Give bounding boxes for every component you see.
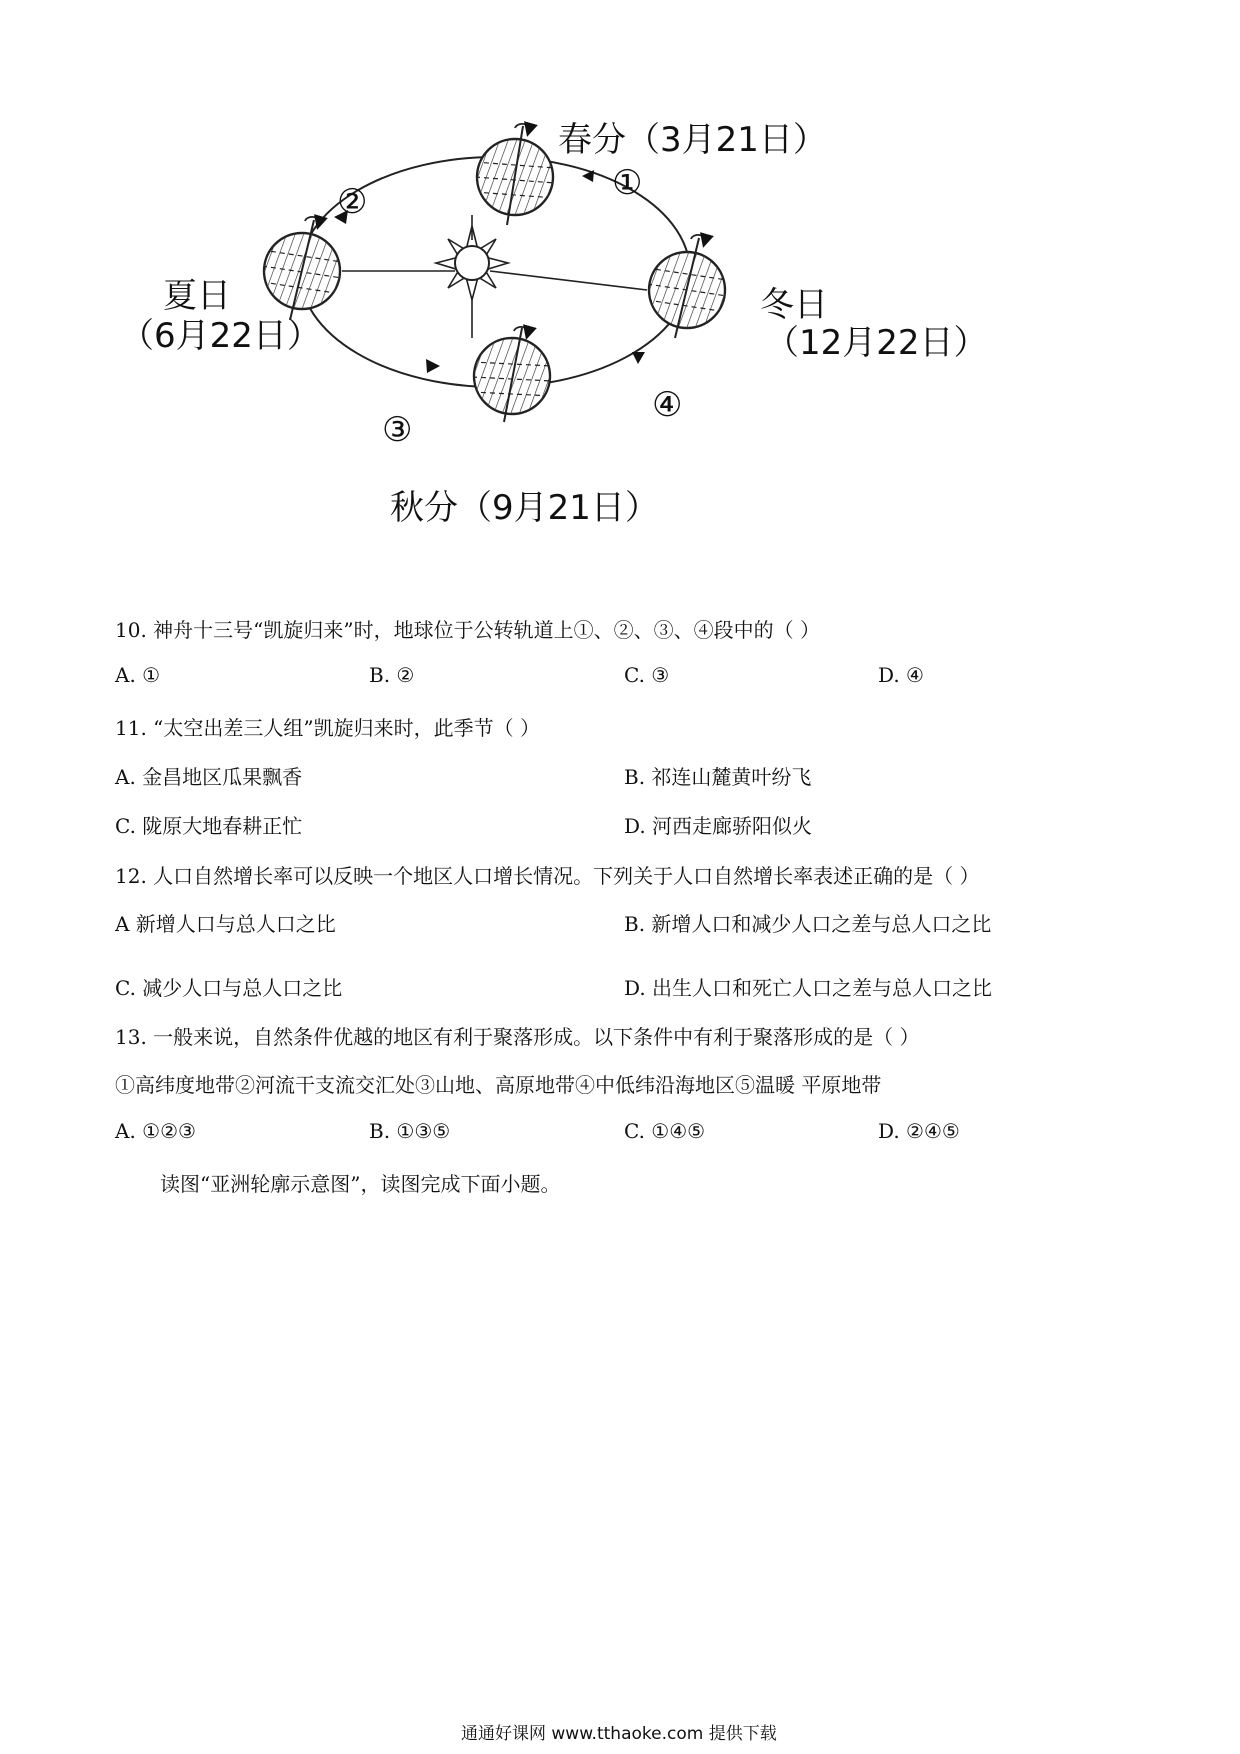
- summer-solstice-date: （6月22日）: [120, 316, 321, 356]
- winter-solstice-name: 冬日: [760, 285, 828, 325]
- question-10-text: 10. 神舟十三号“凯旋归来”时，地球位于公转轨道上①、②、③、④段中的（ ）: [115, 618, 820, 642]
- question-13-statement: ①高纬度地带②河流干支流交汇处③山地、高原地带④中低纬沿海地区⑤温暖 平原地带: [115, 1073, 882, 1097]
- q11-option-d: D. 河西走廊骄阳似火: [624, 814, 813, 838]
- q10-option-c: C. ③: [624, 663, 670, 687]
- orbit-arrow-3: [426, 359, 440, 373]
- earth-summer-icon: [262, 217, 342, 320]
- winter-solstice-date: （12月22日）: [765, 323, 988, 363]
- segment-2-label: ②: [337, 182, 368, 222]
- segment-4-label: ④: [652, 385, 683, 425]
- q13-option-c: C. ①④⑤: [624, 1119, 706, 1143]
- question-11-text: 11. “太空出差三人组”凯旋归来时，此季节（ ）: [115, 716, 540, 740]
- question-13-text: 13. 一般来说，自然条件优越的地区有利于聚落形成。以下条件中有利于聚落形成的是（ ）: [115, 1025, 920, 1049]
- q10-option-d: D. ④: [878, 663, 924, 687]
- spring-equinox-label: 春分（3月21日）: [558, 120, 827, 160]
- q10-option-a: A. ①: [115, 663, 161, 687]
- q13-option-d: D. ②④⑤: [878, 1119, 960, 1143]
- earth-autumn-icon: [472, 327, 552, 422]
- next-section-intro: 读图“亚洲轮廓示意图”，读图完成下面小题。: [160, 1172, 561, 1196]
- q13-option-b: B. ①③⑤: [369, 1119, 451, 1143]
- summer-solstice-name: 夏日: [163, 276, 231, 316]
- spoke-winter: [490, 271, 647, 290]
- q13-option-a: A. ①②③: [115, 1119, 196, 1143]
- q12-option-b: B. 新增人口和减少人口之差与总人口之比: [624, 912, 992, 936]
- q12-option-c: C. 减少人口与总人口之比: [115, 976, 343, 1000]
- segment-1-label: ①: [612, 163, 643, 203]
- orbit-arrow-4: [632, 352, 645, 364]
- segment-3-label: ③: [382, 410, 413, 450]
- q12-option-d: D. 出生人口和死亡人口之差与总人口之比: [624, 976, 993, 1000]
- earth-spring-icon: [475, 124, 555, 225]
- autumn-equinox-label: 秋分（9月21日）: [390, 488, 659, 528]
- q11-option-b: B. 祁连山麓黄叶纷飞: [624, 765, 812, 789]
- question-12-text: 12. 人口自然增长率可以反映一个地区人口增长情况。下列关于人口自然增长率表述正确的是（ ）: [115, 864, 980, 888]
- q10-option-b: B. ②: [369, 663, 415, 687]
- page-footer: 通通好课网 www.tthaoke.com 提供下载: [461, 1724, 777, 1744]
- q12-option-a: A 新增人口与总人口之比: [115, 912, 336, 936]
- q11-option-c: C. 陇原大地春耕正忙: [115, 814, 303, 838]
- q11-option-a: A. 金昌地区瓜果飘香: [115, 765, 303, 789]
